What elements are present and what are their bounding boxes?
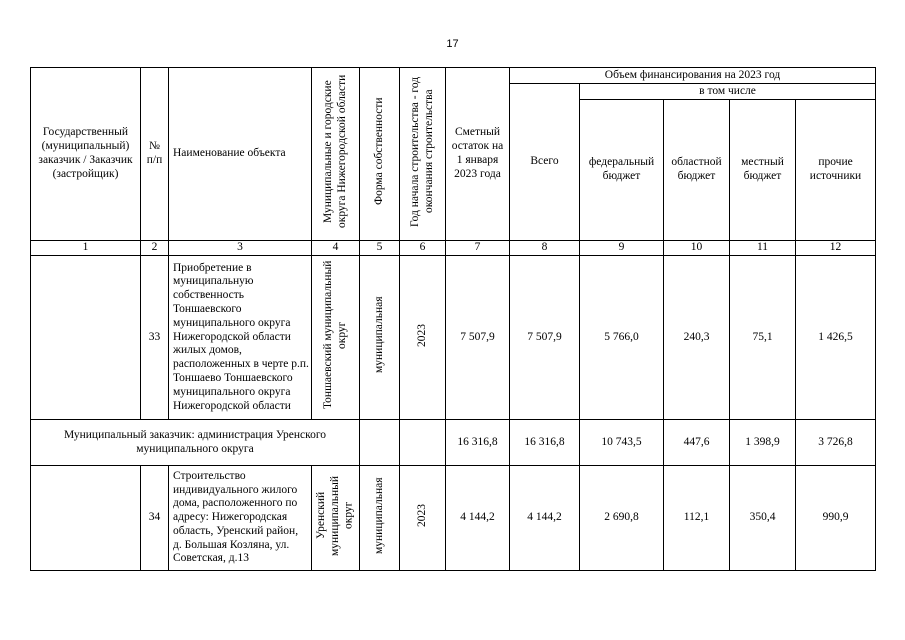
header-years-text: Год начала строительства - год окончания строительства [408,76,435,227]
header-estimated-balance: Сметный остаток на 1 января 2023 года [446,68,510,241]
column-number: 2 [141,241,169,256]
row-municipality [312,466,360,571]
row-ownership [360,466,400,571]
subtotal-balance: 16 316,8 [446,420,510,466]
row-ownership-text: муниципальная [372,296,385,374]
row-federal: 5 766,0 [580,256,664,420]
row-num: 33 [141,256,169,420]
subtotal-regional: 447,6 [664,420,730,466]
row-year-text: 2023 [415,504,428,528]
row-local: 350,4 [730,466,796,571]
column-number: 9 [580,241,664,256]
row-municipality-text: Уренский муниципальный округ [314,475,355,556]
row-balance: 4 144,2 [446,466,510,571]
row-regional: 240,3 [664,256,730,420]
row-municipality-text: Тоншаевский муниципальный округ [321,260,348,410]
row-customer-cell [31,256,141,420]
header-federal: федеральный бюджет [580,100,664,241]
row-other: 1 426,5 [796,256,876,420]
header-total: Всего [510,84,580,241]
column-number: 8 [510,241,580,256]
row-total: 7 507,9 [510,256,580,420]
subtotal-local: 1 398,9 [730,420,796,466]
row-year [400,466,446,571]
column-number: 12 [796,241,876,256]
row-object-name: Приобретение в муниципальную собственность Тоншаевского муниципального округа Нижегородской области жилых домов, расположенных в черте р.п. Тоншаево Тоншаевского муниципального округа Нижегородской области [169,256,312,420]
column-number-row [31,241,876,256]
subtotal-federal: 10 743,5 [580,420,664,466]
row-ownership-text: муниципальная [372,477,385,554]
row-municipality [312,256,360,420]
row-year [400,256,446,420]
column-number: 11 [730,241,796,256]
row-federal: 2 690,8 [580,466,664,571]
subtotal-empty-ownership [360,420,400,466]
header-customer: Государственный (муниципальный) заказчик / Заказчик (застройщик) [31,68,141,241]
row-year-text: 2023 [415,323,428,347]
table-row [31,256,876,420]
subtotal-total: 16 316,8 [510,420,580,466]
header-municipality [312,68,360,241]
row-local: 75,1 [730,256,796,420]
column-number: 10 [664,241,730,256]
column-number: 3 [169,241,312,256]
header-years [400,68,446,241]
row-regional: 112,1 [664,466,730,571]
row-customer-cell [31,466,141,571]
header-ownership [360,68,400,241]
header-ownership-text: Форма собственности [372,97,385,206]
row-object-name: Строительство индивидуального жилого дома, расположенного по адресу: Нижегородская область, Уренский район, д. Большая Козляна, ул. Советская, д.13 [169,466,312,571]
subtotal-other: 3 726,8 [796,420,876,466]
header-including: в том числе [580,84,876,100]
header-other: прочие источники [796,100,876,241]
row-ownership [360,256,400,420]
header-local: местный бюджет [730,100,796,241]
column-number: 7 [446,241,510,256]
header-funding-volume: Объем финансирования на 2023 год [510,68,876,84]
subtotal-row [31,420,876,466]
row-num: 34 [141,466,169,571]
row-other: 990,9 [796,466,876,571]
row-total: 4 144,2 [510,466,580,571]
subtotal-label: Муниципальный заказчик: администрация Уренского муниципального округа [31,420,360,466]
column-number: 6 [400,241,446,256]
table-row [31,466,876,571]
column-number: 5 [360,241,400,256]
header-num: № п/п [141,68,169,241]
subtotal-empty-year [400,420,446,466]
column-number: 1 [31,241,141,256]
financing-table [30,67,876,571]
row-balance: 7 507,9 [446,256,510,420]
header-municipality-text: Муниципальные и городские округа Нижегородской области [321,74,348,229]
header-regional: областной бюджет [664,100,730,241]
header-object-name: Наименование объекта [169,68,312,241]
page-number: 17 [446,38,459,50]
column-number: 4 [312,241,360,256]
